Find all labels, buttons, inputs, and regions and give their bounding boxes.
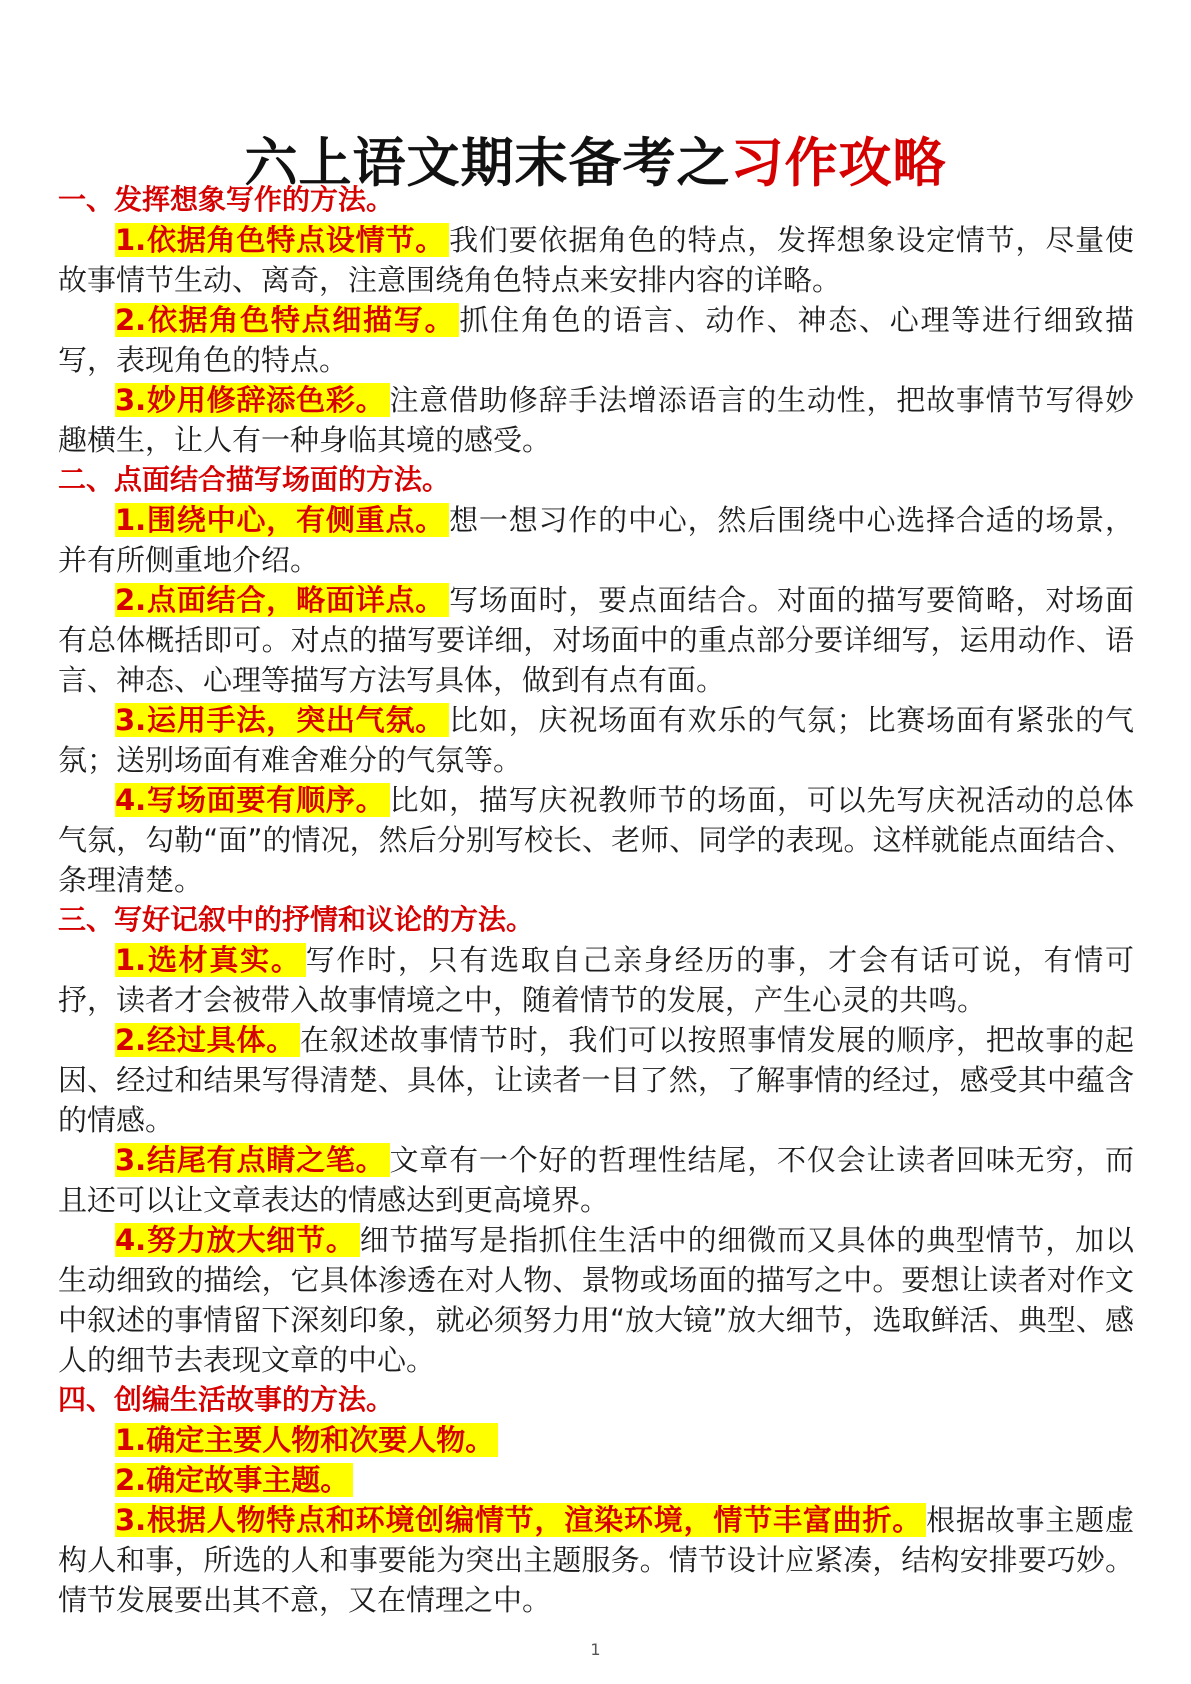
method-paragraph <box>58 1460 1134 1500</box>
method-label: 2.依据角色特点细描写。 <box>115 303 459 337</box>
method-label: 4.写场面要有顺序。 <box>115 783 390 817</box>
method-label: 3.根据人物特点和环境创编情节，渲染环境，情节丰富曲折。 <box>115 1503 926 1537</box>
method-text: 根据故事主题虚构人和事，所选的人和事要能为突出主题服务。情节设计应紧凑，结构安排要巧妙。情节发展要出其不意，又在情理之中。 <box>58 1503 1134 1617</box>
method-label: 2.确定故事主题。 <box>115 1463 353 1497</box>
method-paragraph <box>58 1020 1134 1140</box>
method-label: 3.妙用修辞添色彩。 <box>115 383 390 417</box>
method-paragraph <box>58 700 1134 780</box>
method-paragraph <box>58 220 1134 300</box>
section-heading: 三、写好记叙中的抒情和议论的方法。 <box>58 903 535 936</box>
article-body <box>58 180 1134 1620</box>
method-text: 我们要依据角色的特点，发挥想象设定情节，尽量使故事情节生动、离奇，注意围绕角色特点来安排内容的详略。 <box>58 223 1134 297</box>
method-label: 1.选材真实。 <box>115 943 306 977</box>
title-accent: 习作攻略 <box>730 132 947 194</box>
method-text: 在叙述故事情节时，我们可以按照事情发展的顺序，把故事的起因、经过和结果写得清楚、具体，让读者一目了然，了解事情的经过，感受其中蕴含的情感。 <box>58 1023 1134 1137</box>
method-paragraph <box>58 1420 1134 1460</box>
method-paragraph <box>58 380 1134 460</box>
title-main: 六上语文期末备考之 <box>244 132 731 194</box>
method-label: 1.围绕中心，有侧重点。 <box>115 503 449 537</box>
method-text: 文章有一个好的哲理性结尾，不仅会让读者回味无穷，而且还可以让文章表达的情感达到更高境界。 <box>58 1143 1134 1217</box>
method-label: 4.努力放大细节。 <box>115 1223 360 1257</box>
page-number: 1 <box>590 1640 601 1659</box>
method-label: 2.经过具体。 <box>115 1023 300 1057</box>
method-text: 写场面时，要点面结合。对面的描写要简略，对场面有总体概括即可。对点的描写要详细，对场面中的重点部分要详细写，运用动作、语言、神态、心理等描写方法写具体，做到有点有面。 <box>58 583 1134 697</box>
method-label: 1.依据角色特点设情节。 <box>115 223 449 257</box>
method-paragraph <box>58 500 1134 580</box>
method-text: 想一想习作的中心，然后围绕中心选择合适的场景，并有所侧重地介绍。 <box>58 503 1134 577</box>
method-paragraph <box>58 580 1134 700</box>
method-label: 1.确定主要人物和次要人物。 <box>115 1423 498 1457</box>
method-paragraph <box>58 1140 1134 1220</box>
method-text: 抓住角色的语言、动作、神态、心理等进行细致描写，表现角色的特点。 <box>58 303 1134 377</box>
method-label: 3.结尾有点睛之笔。 <box>115 1143 390 1177</box>
section-heading: 二、点面结合描写场面的方法。 <box>58 463 451 496</box>
method-text: 比如，描写庆祝教师节的场面，可以先写庆祝活动的总体气氛，勾勒“面”的情况，然后分别写校长、老师、同学的表现。这样就能点面结合、条理清楚。 <box>58 783 1134 897</box>
method-paragraph <box>58 300 1134 380</box>
method-paragraph <box>58 1500 1134 1620</box>
section-heading: 四、创编生活故事的方法。 <box>58 1383 395 1416</box>
method-text: 细节描写是指抓住生活中的细微而又具体的典型情节，加以生动细致的描绘，它具体渗透在对人物、景物或场面的描写之中。要想让读者对作文中叙述的事情留下深刻印象，就必须努力用“放大镜”放大细节，选取鲜活、典型、感人的细节去表现文章的中心。 <box>58 1223 1134 1377</box>
method-label: 3.运用手法，突出气氛。 <box>115 703 449 737</box>
method-text: 比如，庆祝场面有欢乐的气氛；比赛场面有紧张的气氛；送别场面有难舍难分的气氛等。 <box>58 703 1134 777</box>
method-text: 注意借助修辞手法增添语言的生动性，把故事情节写得妙趣横生，让人有一种身临其境的感受。 <box>58 383 1134 457</box>
method-text: 写作时，只有选取自己亲身经历的事，才会有话可说，有情可抒，读者才会被带入故事情境之中，随着情节的发展，产生心灵的共鸣。 <box>58 943 1134 1017</box>
method-paragraph <box>58 780 1134 900</box>
method-paragraph <box>58 1220 1134 1380</box>
section-heading: 一、发挥想象写作的方法。 <box>58 183 395 216</box>
method-label: 2.点面结合，略面详点。 <box>115 583 449 617</box>
method-paragraph <box>58 940 1134 1020</box>
